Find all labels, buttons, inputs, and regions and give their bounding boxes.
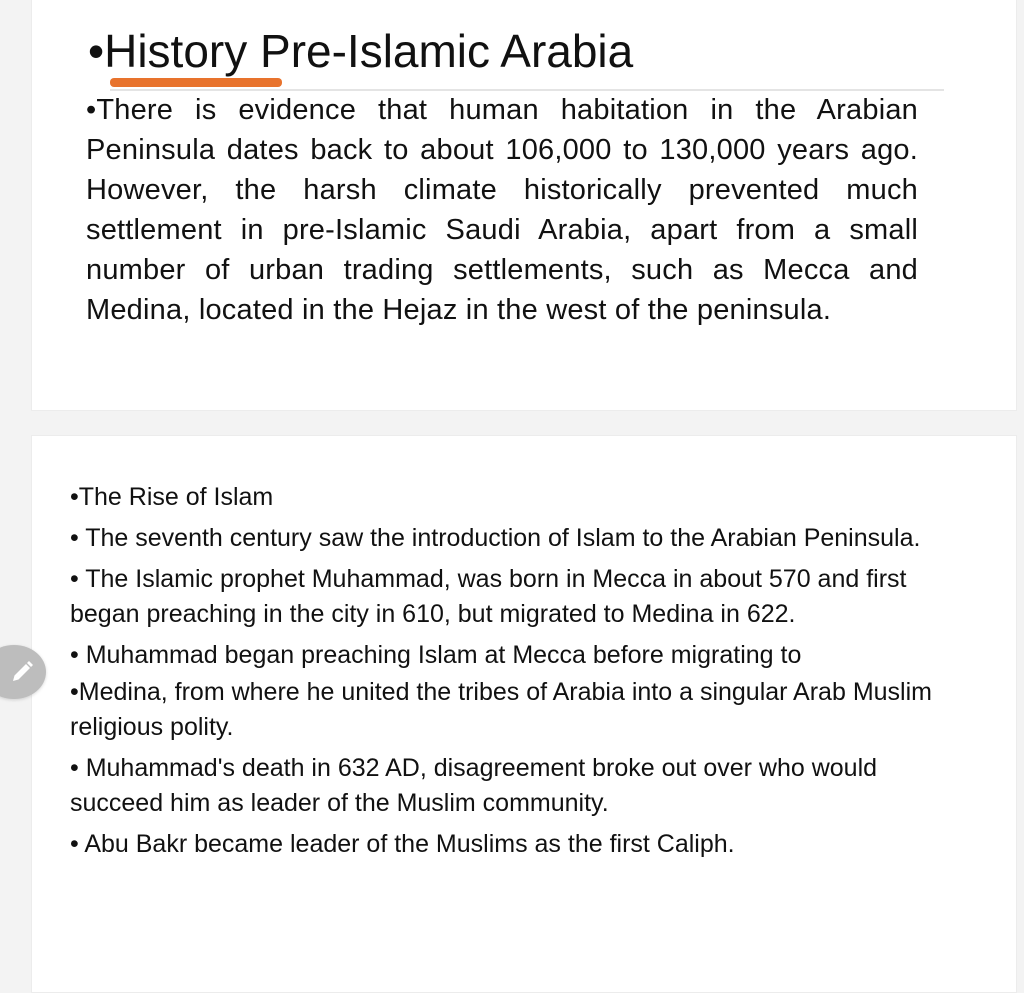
list-item: • Muhammad began preaching Islam at Mecca before migrating to xyxy=(70,641,802,669)
list-item: •The Rise of Islam xyxy=(70,483,274,511)
slide-2 xyxy=(32,436,1016,992)
pencil-icon xyxy=(10,660,34,684)
list-item: • The Islamic prophet Muhammad, was born in Mecca in about 570 and first began preaching in the city in 610, but migrated to Medina in 622. xyxy=(70,565,907,628)
slide-1 xyxy=(32,0,1016,410)
title-accent-underline xyxy=(110,78,282,87)
bullet-list xyxy=(70,480,970,868)
list-item: • Muhammad's death in 632 AD, disagreement broke out over who would succeed him as leader of the Muslim community. xyxy=(70,754,878,817)
list-item: •Medina, from where he united the tribes of Arabia into a singular Arab Muslim religious polity. xyxy=(70,678,932,741)
slide-body-text: •There is evidence that human habitation in the Arabian Peninsula dates back to about 106,000 to 130,000 years ago. However, the harsh climate historically prevented much settlement in pre-Islamic Saudi Arabia, apart from a small number of urban trading settlements, such as Mecca and Medina, located in the Hejaz in the west of the peninsula. xyxy=(86,94,918,326)
slide-title: •History Pre-Islamic Arabia xyxy=(88,25,634,77)
list-item: • The seventh century saw the introduction of Islam to the Arabian Peninsula. xyxy=(70,524,921,552)
list-item: • Abu Bakr became leader of the Muslims as the first Caliph. xyxy=(70,830,735,858)
